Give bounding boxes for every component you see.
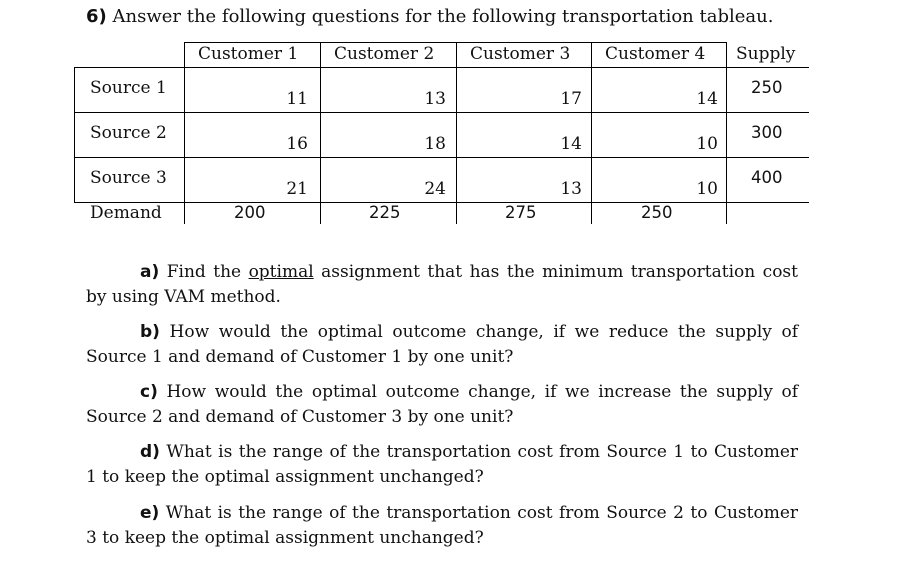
part-b (86, 320, 798, 369)
col-divider-3 (591, 42, 592, 224)
demand-value: 200 (234, 203, 266, 222)
cost-cell: 10 (696, 179, 718, 199)
row-label: Source 1 (90, 78, 167, 98)
part-c (86, 380, 798, 429)
part-letter: b) (140, 322, 160, 342)
part-text: How would the optimal outcome change, if we increase the supply of Source 2 and demand of Customer 3 by one unit? (86, 382, 798, 427)
cost-cell: 24 (424, 179, 446, 199)
col-divider-4 (726, 42, 727, 224)
question-text: Answer the following questions for the following transportation tableau. (112, 6, 774, 27)
part-d (86, 440, 798, 489)
cost-cell: 16 (286, 134, 308, 154)
cost-cell: 10 (696, 134, 718, 154)
cost-cell: 18 (424, 134, 446, 154)
supply-header: Supply (736, 44, 796, 64)
row-label: Source 3 (90, 168, 167, 188)
column-header: Customer 4 (605, 44, 706, 64)
col-divider-0 (184, 42, 185, 224)
cost-cell: 17 (560, 89, 582, 109)
part-letter: e) (140, 503, 160, 523)
part-a (86, 260, 798, 309)
part-text: What is the range of the transportation cost from Source 2 to Customer 3 to keep the optimal assignment unchanged? (86, 503, 799, 548)
left-border (74, 67, 75, 202)
part-text: How would the optimal outcome change, if we reduce the supply of Source 1 and demand of Customer 1 by one unit? (86, 322, 799, 367)
col-divider-2 (456, 42, 457, 224)
part-text: What is the range of the transportation cost from Source 1 to Customer 1 to keep the optimal assignment unchanged? (86, 442, 799, 487)
demand-value: 225 (369, 203, 401, 222)
supply-value: 250 (751, 78, 783, 97)
part-e (86, 501, 798, 550)
part-letter: c) (140, 382, 158, 402)
row-label: Source 2 (90, 123, 167, 143)
cost-cell: 21 (286, 179, 308, 199)
cost-cell: 14 (696, 89, 718, 109)
part-text-post: assignment that has the minimum transportation cost by using VAM method. (86, 262, 798, 307)
cost-cell: 13 (560, 179, 582, 199)
cost-cell: 14 (560, 134, 582, 154)
demand-value: 275 (505, 203, 537, 222)
header-top-line (184, 42, 726, 43)
part-letter: a) (140, 262, 160, 282)
col-divider-1 (320, 42, 321, 224)
column-header: Customer 1 (198, 44, 299, 64)
supply-value: 400 (751, 168, 783, 187)
question-title (86, 6, 773, 27)
column-header: Customer 3 (470, 44, 571, 64)
part-text-pre: Find the (166, 262, 249, 282)
demand-value: 250 (641, 203, 673, 222)
cost-cell: 13 (424, 89, 446, 109)
question-number: 6) (86, 6, 107, 27)
part-text-underlined: optimal (248, 262, 314, 282)
demand-label: Demand (90, 203, 162, 223)
column-header: Customer 2 (334, 44, 435, 64)
cost-cell: 11 (286, 89, 308, 109)
part-letter: d) (140, 442, 160, 462)
supply-value: 300 (751, 123, 783, 142)
